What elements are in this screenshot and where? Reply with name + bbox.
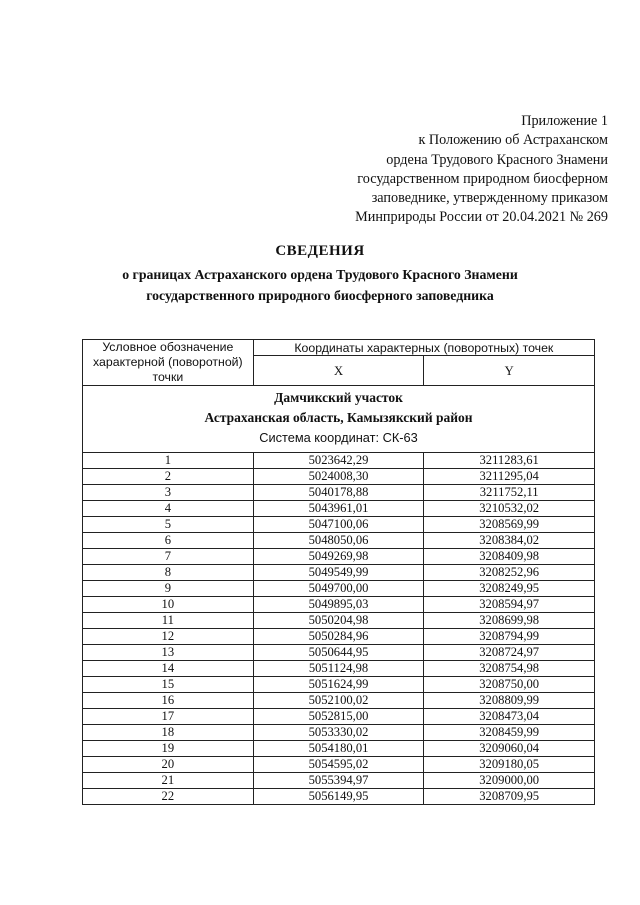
x-coordinate-cell: 5049700,00 [253, 581, 424, 597]
point-number-cell: 7 [83, 549, 254, 565]
x-coordinate-cell: 5050204,98 [253, 613, 424, 629]
subtitle-line: государственного природного биосферного заповедника [146, 288, 494, 303]
y-coordinate-cell: 3208794,99 [424, 629, 595, 645]
table-row [83, 629, 595, 645]
table-row [83, 501, 595, 517]
y-coordinate-cell: 3208809,99 [424, 693, 595, 709]
table-row [83, 789, 595, 805]
y-coordinate-cell: 3211283,61 [424, 453, 595, 469]
x-coordinate-cell: 5053330,02 [253, 725, 424, 741]
appendix-line: Приложение 1 [521, 113, 608, 129]
y-coordinate-cell: 3208754,98 [424, 661, 595, 677]
table-row [83, 549, 595, 565]
section-region: Астраханская область, Камызякский район [204, 410, 473, 425]
point-number-cell: 17 [83, 709, 254, 725]
point-number-cell: 9 [83, 581, 254, 597]
point-number-cell: 16 [83, 693, 254, 709]
appendix-line: Минприроды России от 20.04.2021 № 269 [355, 209, 608, 226]
x-coordinate-cell: 5023642,29 [253, 453, 424, 469]
y-coordinate-cell: 3208750,00 [424, 677, 595, 693]
point-number-cell: 13 [83, 645, 254, 661]
point-number-cell: 11 [83, 613, 254, 629]
document-subtitle [0, 264, 640, 306]
point-number-cell: 15 [83, 677, 254, 693]
point-number-cell: 3 [83, 485, 254, 501]
y-header: Y [424, 356, 595, 386]
x-coordinate-cell: 5051624,99 [253, 677, 424, 693]
table-row [83, 485, 595, 501]
appendix-line: ордена Трудового Красного Знамени [386, 151, 608, 168]
x-coordinate-cell: 5051124,98 [253, 661, 424, 677]
appendix-line: государственном природном биосферном [357, 170, 608, 187]
appendix-line: к Положению об Астраханском [418, 132, 608, 149]
x-coordinate-cell: 5048050,06 [253, 533, 424, 549]
table-row [83, 693, 595, 709]
x-coordinate-cell: 5040178,88 [253, 485, 424, 501]
x-header: X [253, 356, 424, 386]
y-coordinate-cell: 3208252,96 [424, 565, 595, 581]
subtitle-line: о границах Астраханского ордена Трудового Красного Знамени [122, 267, 518, 282]
y-coordinate-cell: 3208594,97 [424, 597, 595, 613]
x-coordinate-cell: 5024008,30 [253, 469, 424, 485]
x-coordinate-cell: 5049549,99 [253, 565, 424, 581]
coordinate-system: Система координат: СК-63 [259, 430, 418, 445]
table-row [83, 469, 595, 485]
table-row [83, 597, 595, 613]
y-coordinate-cell: 3209060,04 [424, 741, 595, 757]
y-coordinate-cell: 3208409,98 [424, 549, 595, 565]
x-coordinate-cell: 5054595,02 [253, 757, 424, 773]
table-row [83, 757, 595, 773]
x-coordinate-cell: 5047100,06 [253, 517, 424, 533]
point-number-cell: 21 [83, 773, 254, 789]
table-row [83, 661, 595, 677]
x-coordinate-cell: 5050284,96 [253, 629, 424, 645]
y-coordinate-cell: 3208724,97 [424, 645, 595, 661]
section-name: Дамчикский участок [274, 390, 403, 405]
point-number-cell: 10 [83, 597, 254, 613]
point-number-cell: 6 [83, 533, 254, 549]
y-coordinate-cell: 3208384,02 [424, 533, 595, 549]
y-coordinate-cell: 3211295,04 [424, 469, 595, 485]
point-number-cell: 18 [83, 725, 254, 741]
x-coordinate-cell: 5050644,95 [253, 645, 424, 661]
table-row [83, 613, 595, 629]
x-coordinate-cell: 5054180,01 [253, 741, 424, 757]
x-coordinate-cell: 5049269,98 [253, 549, 424, 565]
table-row [83, 517, 595, 533]
table-row [83, 533, 595, 549]
point-number-cell: 4 [83, 501, 254, 517]
point-number-cell: 20 [83, 757, 254, 773]
point-number-cell: 22 [83, 789, 254, 805]
appendix-line: заповеднике, утвержденному приказом [371, 190, 608, 207]
table-row [83, 741, 595, 757]
x-coordinate-cell: 5043961,01 [253, 501, 424, 517]
point-designation-header: Условное обозначение характерной (поворотной) точки [83, 340, 254, 386]
point-number-cell: 12 [83, 629, 254, 645]
point-number-cell: 2 [83, 469, 254, 485]
coordinates-table [82, 339, 595, 805]
appendix-header [355, 112, 608, 228]
table-row [83, 773, 595, 789]
section-row [83, 386, 595, 453]
table-row [83, 565, 595, 581]
point-number-cell: 19 [83, 741, 254, 757]
y-coordinate-cell: 3209180,05 [424, 757, 595, 773]
document-title: СВЕДЕНИЯ [275, 243, 365, 259]
table-row [83, 709, 595, 725]
point-number-cell: 14 [83, 661, 254, 677]
y-coordinate-cell: 3208473,04 [424, 709, 595, 725]
coordinates-header: Координаты характерных (поворотных) точек [253, 340, 594, 356]
y-coordinate-cell: 3208459,99 [424, 725, 595, 741]
x-coordinate-cell: 5049895,03 [253, 597, 424, 613]
x-coordinate-cell: 5052100,02 [253, 693, 424, 709]
y-coordinate-cell: 3208569,99 [424, 517, 595, 533]
y-coordinate-cell: 3210532,02 [424, 501, 595, 517]
y-coordinate-cell: 3208249,95 [424, 581, 595, 597]
point-number-cell: 8 [83, 565, 254, 581]
x-coordinate-cell: 5056149,95 [253, 789, 424, 805]
point-number-cell: 5 [83, 517, 254, 533]
table-body [83, 453, 595, 805]
x-coordinate-cell: 5052815,00 [253, 709, 424, 725]
y-coordinate-cell: 3209000,00 [424, 773, 595, 789]
table-row [83, 645, 595, 661]
table-row [83, 725, 595, 741]
table-row [83, 581, 595, 597]
x-coordinate-cell: 5055394,97 [253, 773, 424, 789]
y-coordinate-cell: 3208699,98 [424, 613, 595, 629]
y-coordinate-cell: 3208709,95 [424, 789, 595, 805]
table-row [83, 453, 595, 469]
point-number-cell: 1 [83, 453, 254, 469]
y-coordinate-cell: 3211752,11 [424, 485, 595, 501]
table-row [83, 677, 595, 693]
